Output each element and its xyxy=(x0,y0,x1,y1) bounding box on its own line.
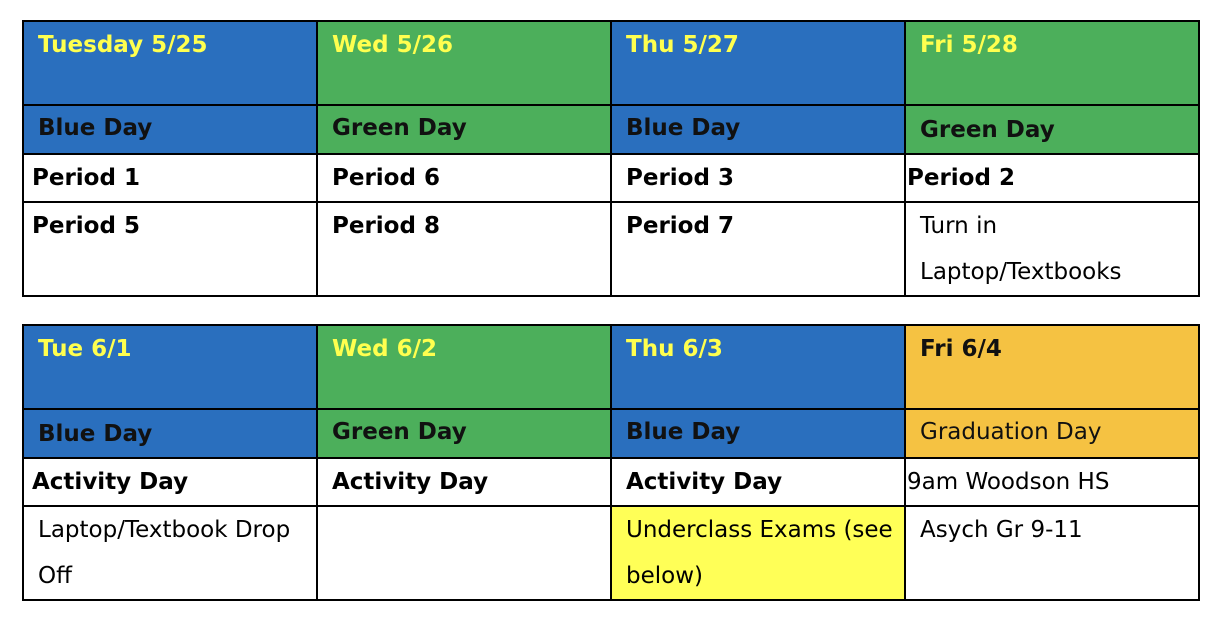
week2-activity-cell xyxy=(905,458,1199,506)
week1-detail-cell xyxy=(611,202,905,296)
week2-detail-cell xyxy=(23,506,317,600)
week1-detail-cell xyxy=(23,202,317,296)
activity-label: Activity Day xyxy=(32,469,189,495)
day-type-label: Green Day xyxy=(332,419,467,445)
week1-detail-cell xyxy=(317,202,611,296)
date-label: Fri 5/28 xyxy=(920,32,1018,58)
week1-period-cell xyxy=(905,154,1199,202)
week1-period-cell xyxy=(317,154,611,202)
week2-day-type-cell xyxy=(611,409,905,458)
activity-label: 9am Woodson HS xyxy=(907,469,1110,495)
day-type-label: Blue Day xyxy=(38,115,153,141)
week2-day-type-cell xyxy=(23,409,317,458)
activity-label: Activity Day xyxy=(332,469,489,495)
week1-day-type-cell xyxy=(23,105,317,154)
day-type-label: Blue Day xyxy=(626,419,741,445)
week1-date-cell xyxy=(905,21,1199,105)
day-type-label: Blue Day xyxy=(626,115,741,141)
week1-schedule-table xyxy=(22,20,1200,297)
week2-date-cell xyxy=(611,325,905,409)
week2-date-row xyxy=(23,325,1199,409)
period-label: Period 1 xyxy=(32,165,140,191)
week2-detail-row xyxy=(23,506,1199,600)
date-label: Thu 6/3 xyxy=(626,336,723,362)
week2-activity-row xyxy=(23,458,1199,506)
period-label: Period 7 xyxy=(626,213,734,239)
period-label: Period 2 xyxy=(907,165,1015,191)
week2-detail-cell xyxy=(317,506,611,600)
period-label: Period 3 xyxy=(626,165,734,191)
week1-day-type-row xyxy=(23,105,1199,154)
week1-date-cell xyxy=(611,21,905,105)
week2-day-type-cell xyxy=(905,409,1199,458)
date-label: Tuesday 5/25 xyxy=(38,32,208,58)
week2-day-type-cell xyxy=(317,409,611,458)
week1-detail-cell xyxy=(905,202,1199,296)
date-label: Thu 5/27 xyxy=(626,32,739,58)
week2-date-cell xyxy=(905,325,1199,409)
week1-period-row xyxy=(23,154,1199,202)
period-label: Period 5 xyxy=(32,213,140,239)
note-text: Asych Gr 9-11 xyxy=(920,517,1083,543)
period-label: Period 8 xyxy=(332,213,440,239)
week2-schedule-table xyxy=(22,324,1200,601)
week2-detail-cell-highlighted xyxy=(611,506,905,600)
week2-date-cell xyxy=(317,325,611,409)
note-text: Laptop/Textbook Drop Off xyxy=(38,517,291,589)
week1-day-type-cell xyxy=(317,105,611,154)
week2-day-type-row xyxy=(23,409,1199,458)
period-label: Period 6 xyxy=(332,165,440,191)
week1-period-cell xyxy=(23,154,317,202)
week1-date-cell xyxy=(317,21,611,105)
week1-date-row xyxy=(23,21,1199,105)
date-label: Wed 6/2 xyxy=(332,336,438,362)
week2-detail-cell xyxy=(905,506,1199,600)
day-type-label: Green Day xyxy=(332,115,467,141)
week1-period-cell xyxy=(611,154,905,202)
date-label: Tue 6/1 xyxy=(38,336,132,362)
week1-day-type-cell xyxy=(905,105,1199,154)
day-type-label: Blue Day xyxy=(38,421,153,447)
week1-date-cell xyxy=(23,21,317,105)
day-type-label: Graduation Day xyxy=(920,419,1102,445)
note-text: Underclass Exams (see below) xyxy=(626,517,893,589)
date-label: Fri 6/4 xyxy=(920,336,1002,362)
week1-detail-row xyxy=(23,202,1199,296)
week1-day-type-cell xyxy=(611,105,905,154)
activity-label: Activity Day xyxy=(626,469,783,495)
day-type-label: Green Day xyxy=(920,117,1055,143)
note-text: Turn in Laptop/Textbooks xyxy=(920,213,1122,285)
week2-date-cell xyxy=(23,325,317,409)
week2-activity-cell xyxy=(317,458,611,506)
week2-activity-cell xyxy=(611,458,905,506)
date-label: Wed 5/26 xyxy=(332,32,454,58)
week2-activity-cell xyxy=(23,458,317,506)
